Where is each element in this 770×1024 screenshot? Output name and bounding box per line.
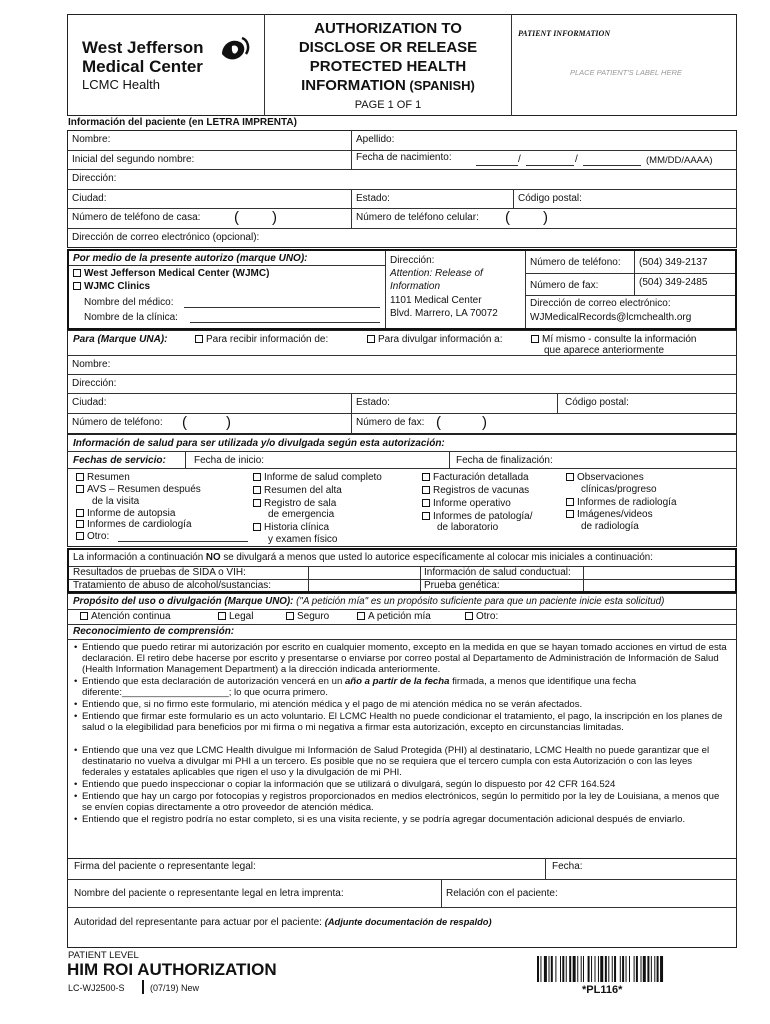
para-self-label-1: Mí mismo - consulte la información [542,334,697,345]
health-info-heading: Información de salud para ser utilizada y/o divulgada según esta autorización: [73,438,445,449]
patient-middle-initial-input[interactable] [220,152,349,168]
record-history-label-1: Historia clínica [264,522,330,533]
patient-state-label: Estado: [356,193,390,204]
purpose-other-label: Otro: [476,611,499,622]
ack-item-3: • Entiendo que, si no firmo este formulario, mi atención médica y el pago de mi atención médica no se verán afectados. [74,699,730,711]
wjmc-attention-line-2: Information [390,281,441,292]
signature-date-input[interactable] [588,860,734,877]
initials-lead-b: se divulgará a menos que usted lo autorice específicamente al colocar mis iniciales a continuación: [220,552,653,563]
recipient-phone-input[interactable]: ( ) [182,414,231,431]
recipient-city-input[interactable] [112,395,349,411]
hiv-test-initials-input[interactable] [309,567,419,578]
record-operative-option[interactable] [422,498,511,510]
ack-item-5: • Entiendo que una vez que LCMC Health divulgue mi Información de Salud Protegida (PHI) al destinatario, LCMC Health no puede garantizar que el destinatario no vuelva a divulgar mi PHI a un tercero. Es posible que no se requiera que el tercero cumpla con esta Autorización o con las leyes federales y estatales aplicables que rigen el uso y la divulgación de mi PHI. [74,745,730,779]
signature-date-label: Fecha: [552,861,583,872]
ack-item-4: • Entiendo que firmar este formulario es un acto voluntario. El LCMC Health no puede condicionar el tratamiento, el pago, la inscripción en los planes de salud o la elegibilidad para beneficios por mi firma o mi negativa a firmar esta autorización, excepto en circunstancias limitadas. [74,711,730,745]
record-pathology-label-1: Informes de patología/ [433,511,533,522]
title-info: INFORMATION [301,77,406,94]
initials-lead-text [73,552,653,564]
record-cardiology-label: Informes de cardiología [87,519,192,530]
record-images-label-1: Imágenes/videos [577,509,653,520]
wjmc-address-line-2: Blvd. Marrero, LA 70072 [390,308,498,319]
recipient-phone-label: Número de teléfono: [72,417,163,428]
authority-input[interactable] [74,928,734,945]
authorize-clinics-option[interactable] [73,281,150,293]
footer-form-title: HIM ROI AUTHORIZATION [67,960,277,979]
record-vaccine-label: Registros de vacunas [433,485,530,496]
initials-lead-no: NO [205,552,221,563]
record-images-option[interactable] [566,509,653,521]
title-line-4 [266,76,510,95]
form-code: LC-WJ2500-S [68,983,125,993]
wjmc-address-label: Dirección: [390,255,435,266]
purpose-heading-b: ("A petición mía" es un propósito suficiente para que un paciente inicie esta solicitud) [296,596,665,607]
record-other-label: Otro: [87,531,110,542]
wjmc-email-value: WJMedicalRecords@lcmchealth.org [530,312,692,323]
ack-item-1: • Entiendo que puedo retirar mi autorización por escrito en cualquier momento, excepto en la medida en que se hayan tomado acciones en virtud de esta declaración. El retiro debe hacerse por escrito y presentarse o enviarse por correo postal al Departamento de Administración de Información de Salud (Health Information Management Department) a la dirección indicada anteriormente. [74,642,730,676]
purpose-request-label: A petición mía [368,611,431,622]
wjmc-fax-label: Número de fax: [530,280,599,291]
title-line-1: AUTHORIZATION TO [314,20,462,37]
para-self-label-2: que aparece anteriormente [544,345,665,356]
purpose-continuing-care-option[interactable] [80,611,171,623]
patient-first-name-input[interactable] [115,132,349,148]
recipient-address-label: Dirección: [72,378,117,389]
printed-name-input[interactable] [74,900,438,906]
purpose-request-option[interactable] [357,611,431,623]
record-avs-label-2: de la visita [92,496,140,507]
patient-middle-initial-label: Inicial del segundo nombre: [72,154,195,165]
substance-abuse-label: Tratamiento de abuso de alcohol/sustancias: [73,580,272,591]
patient-zip-input[interactable] [594,191,734,207]
physician-name-input[interactable] [184,296,380,308]
title-spanish: (SPANISH) [405,78,475,93]
purpose-legal-label: Legal [229,611,254,622]
logo-line-2: Medical Center [82,57,203,76]
relationship-label: Relación con el paciente: [446,888,558,899]
ack-item-6: • Entiendo que puedo inspeccionar o copiar la información que se utilizará o divulgará, según lo dispuesto por 42 CFR 164.524 [74,779,730,791]
ack-item-2a: Entiendo que esta declaración de autorización vencerá en un [82,676,345,687]
ack-item-2b: año a partir de la fecha [344,676,450,687]
wjmc-phone-label: Número de teléfono: [530,257,621,268]
patient-state-input[interactable] [394,191,511,207]
record-other-input[interactable] [118,530,248,542]
patient-email-label: Dirección de correo electrónico (opcional): [72,232,260,243]
behavioral-health-label: Información de salud conductual: [424,567,571,578]
recipient-zip-label: Código postal: [565,397,629,408]
purpose-other-input[interactable] [508,610,734,622]
wjmc-email-label: Dirección de correo electrónico: [530,298,671,309]
record-billing-option[interactable] [422,472,529,484]
record-other-option[interactable] [76,531,109,543]
record-summary-option[interactable] [76,472,130,484]
purpose-other-option[interactable] [465,611,498,623]
para-disclose-label: Para divulgar información a: [378,334,503,345]
patient-dob-format: (MM/DD/AAAA) [646,155,713,166]
ack-item-7: • Entiendo que hay un cargo por fotocopias y registros proporcionados en medios electrónicos, según lo permitido por la ley de Louisiana, a menos que se envíen copias directamente a otro proveedor de atención médica. [74,791,730,814]
recipient-name-input[interactable] [115,357,734,373]
relationship-input[interactable] [570,882,734,905]
acknowledgement-heading: Reconocimiento de comprensión: [73,626,235,637]
record-discharge-label: Resumen del alta [264,485,342,496]
para-disclose-option[interactable] [367,334,503,346]
authority-text: Autoridad del representante para actuar por el paciente: [74,917,322,928]
patient-home-phone-label: Número de teléfono de casa: [72,212,201,223]
patient-dob-label: Fecha de nacimiento: [356,152,452,163]
authorize-clinics-label: WJMC Clinics [84,281,151,292]
patient-last-name-label: Apellido: [356,134,395,145]
authorize-wjmc-option[interactable] [73,268,269,280]
record-observations-label-2: clínicas/progreso [581,484,657,495]
record-avs-label-1: AVS – Resumen después [87,484,201,495]
record-discharge-option[interactable] [253,485,342,497]
para-label: Para (Marque UNA): [73,334,168,345]
signature-label: Firma del paciente o representante legal: [74,861,256,872]
wjmc-attention-line-1: Attention: Release of [390,268,483,279]
barcode-text: *PL116* [582,984,623,996]
patient-first-name-label: Nombre: [72,134,111,145]
physician-name-label: Nombre del médico: [84,297,174,308]
wjmc-fax-value: (504) 349-2485 [639,277,708,288]
service-dates-label: Fechas de servicio: [73,455,166,466]
hiv-test-label: Resultados de pruebas de SIDA o VIH: [73,567,246,578]
recipient-city-label: Ciudad: [72,397,107,408]
patient-email-input[interactable] [292,230,734,246]
record-operative-label: Informe operativo [433,498,511,509]
clinic-name-label: Nombre de la clínica: [84,312,178,323]
para-receive-label: Para recibir información de: [206,334,329,345]
patient-cell-phone-label: Número de teléfono celular: [356,212,479,223]
purpose-heading [73,596,664,608]
authorize-heading: Por medio de la presente autorizo (marque UNO): [73,253,308,264]
wjmc-address-line-1: 1101 Medical Center [390,295,482,306]
label-here-placeholder: PLACE PATIENT'S LABEL HERE [570,68,682,77]
purpose-legal-option[interactable] [218,611,253,623]
wjmc-phone-value: (504) 349-2137 [639,257,708,268]
start-date-input[interactable] [276,453,446,467]
record-observations-option[interactable] [566,472,644,484]
clinic-name-input[interactable] [190,311,380,323]
patient-home-phone-input[interactable]: ( ) [234,209,277,226]
page-number: PAGE 1 OF 1 [354,99,422,111]
logo [82,38,262,102]
recipient-state-input[interactable] [394,395,555,411]
form-title [266,19,510,112]
authority-attach-note: (Adjunte documentación de respaldo) [324,917,492,927]
ack-item-2 [74,676,730,699]
record-complete-label: Informe de salud completo [264,472,382,483]
logo-mark-icon [218,36,252,64]
record-pathology-label-2: de laboratorio [437,522,499,533]
substance-abuse-initials-input[interactable] [309,580,419,591]
genetic-test-label: Prueba genética: [424,580,500,591]
record-autopsy-label: Informe de autopsia [87,508,176,519]
ack-item-8: • Entiendo que el registro podría no estar completo, si es una visita reciente, y se podría agregar documentación adicional después de enviarlo. [74,814,730,837]
patient-city-input[interactable] [112,191,349,207]
title-line-3: PROTECTED HEALTH [309,58,467,75]
printed-name-label: Nombre del paciente o representante legal en letra imprenta: [74,888,344,899]
ack-item-2c: firmada, a menos que identifique una fecha diferente:____________________; lo que ocurra primero. [82,676,637,699]
patient-last-name-input[interactable] [400,132,734,148]
logo-line-3: LCMC Health [82,77,161,92]
record-images-label-2: de radiología [581,521,639,532]
patient-info-label: PATIENT INFORMATION [518,29,611,38]
purpose-insurance-option[interactable] [286,611,329,623]
acknowledgement-list [74,642,730,837]
record-summary-label: Resumen [87,472,130,483]
purpose-continuing-care-label: Atención continua [91,611,171,622]
patient-dob-input[interactable]: / / [476,152,641,166]
record-history-option[interactable] [253,522,329,534]
purpose-insurance-label: Seguro [297,611,330,622]
end-date-label: Fecha de finalización: [456,455,553,466]
behavioral-health-initials-input[interactable] [584,567,734,578]
record-billing-label: Facturación detallada [433,472,529,483]
form-revision: (07/19) New [150,983,200,993]
record-vaccine-option[interactable] [422,485,529,497]
patient-city-label: Ciudad: [72,193,107,204]
end-date-input[interactable] [570,453,734,467]
recipient-zip-input[interactable] [638,395,734,411]
record-er-label-1: Registro de sala [264,498,337,509]
record-complete-option[interactable] [253,472,382,484]
signature-input[interactable] [282,860,542,877]
purpose-heading-a: Propósito del uso o divulgación (Marque UNO): [73,596,297,607]
record-radiology-label: Informes de radiología [577,497,677,508]
record-observations-label-1: Observaciones [577,472,644,483]
initials-lead-a: La información a continuación [73,552,206,563]
genetic-test-initials-input[interactable] [584,580,734,591]
barcode-icon [537,956,707,982]
record-history-label-2: y examen físico [268,534,338,545]
authorize-wjmc-label: West Jefferson Medical Center (WJMC) [84,268,270,279]
record-er-label-2: de emergencia [268,509,335,520]
patient-address-input[interactable] [125,171,734,187]
logo-line-1: West Jefferson [82,38,204,57]
record-avs-option[interactable] [76,484,201,496]
recipient-state-label: Estado: [356,397,390,408]
patient-address-label: Dirección: [72,173,117,184]
start-date-label: Fecha de inicio: [194,455,265,466]
record-radiology-option[interactable] [566,497,677,509]
patient-level-label: PATIENT LEVEL [68,950,139,961]
recipient-address-input[interactable] [125,376,734,392]
para-receive-option[interactable] [195,334,328,346]
patient-zip-label: Código postal: [518,193,582,204]
patient-section-title: Información del paciente (en LETRA IMPRENTA) [68,117,297,128]
title-line-2: DISCLOSE OR RELEASE [298,39,478,56]
patient-cell-phone-input[interactable]: ( ) [505,209,548,226]
recipient-fax-label: Número de fax: [356,417,425,428]
recipient-name-label: Nombre: [72,359,111,370]
recipient-fax-input[interactable]: ( ) [436,414,487,431]
